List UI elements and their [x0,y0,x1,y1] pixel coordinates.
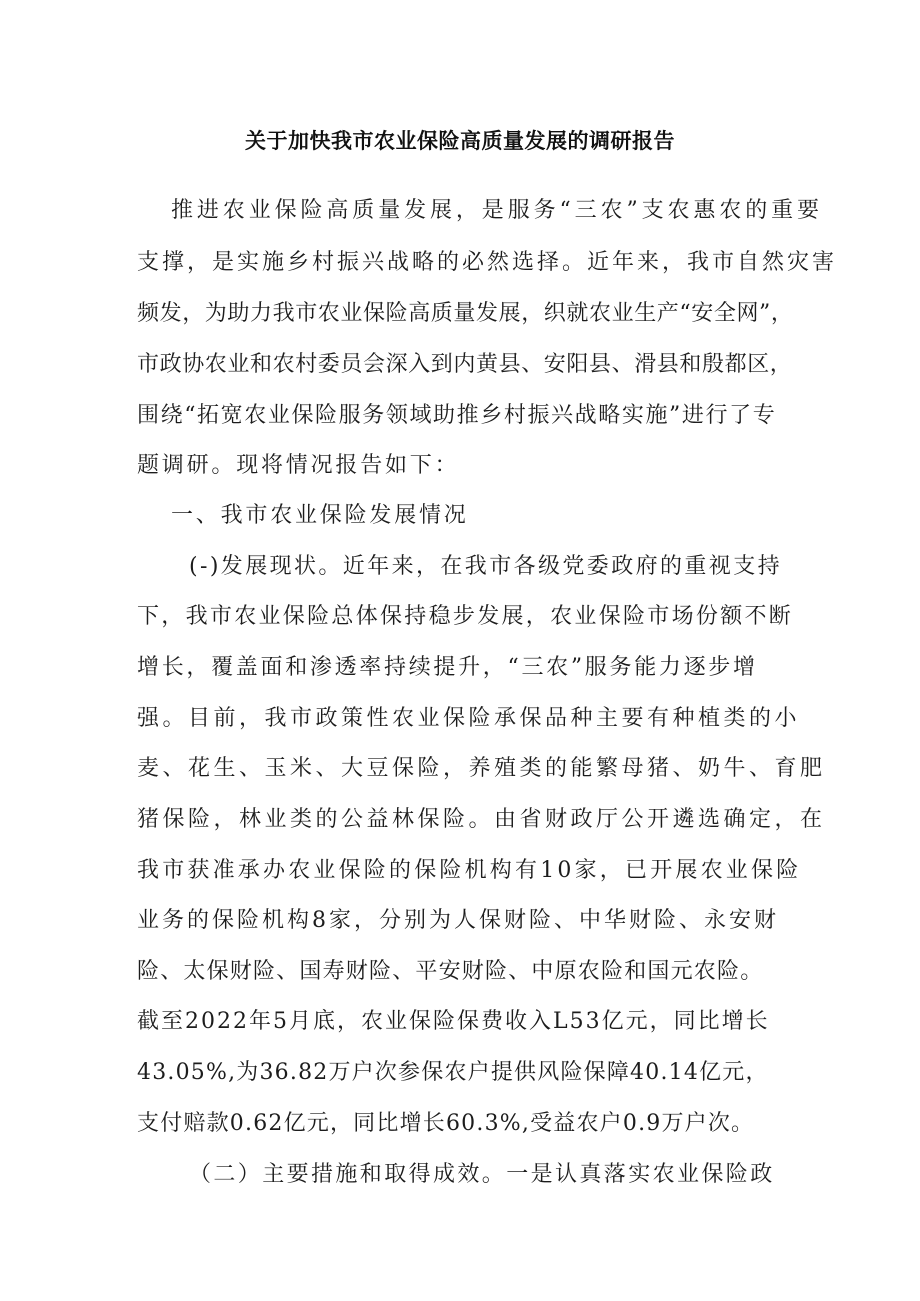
paragraph-line: 频发，为助力我市农业保险高质量发展，织就农业生产“安全网”， [137,301,794,326]
paragraph-line: 市政协农业和农村委员会深入到内黄县、安阳县、滑县和殷都区， [137,352,793,377]
paragraph-line: 截至2022年5月底，农业保险保费收入L53亿元，同比增长 [137,1009,770,1034]
paragraph-line: 围绕“拓宽农业保险服务领域助推乡村振兴战略实施”进行了专 [137,403,777,428]
paragraph-line: (-)发展现状。近年来，在我市各级党委政府的重视支持 [189,554,783,579]
paragraph-line: （二）主要措施和取得成效。一是认真落实农业保险政 [189,1162,775,1187]
paragraph-line: 支付赔款0.62亿元，同比增长60.3%,受益农户0.9万户次。 [137,1111,755,1136]
paragraph-line: 43.05%,为36.82万户次参保农户提供风险保障40.14亿元， [137,1060,769,1085]
document-title: 关于加快我市农业保险高质量发展的调研报告 [245,129,675,153]
paragraph-line: 支撑，是实施乡村振兴战略的必然选择。近年来，我市自然灾害 [137,250,838,275]
paragraph-line: 强。目前，我市政策性农业保险承保品种主要有种植类的小 [137,706,801,731]
paragraph-line: 我市获准承办农业保险的保险机构有10家，已开展农业保险 [137,858,802,883]
section-heading: 一、我市农业保险发展情况 [171,503,469,528]
paragraph-line: 险、太保财险、国寿财险、平安财险、中原农险和国元农险。 [137,959,764,984]
paragraph-line: 增长，覆盖面和渗透率持续提升，“三农”服务能力逐步增 [137,655,758,680]
paragraph-line: 业务的保险机构8家，分别为人保财险、中华财险、永安财 [137,908,779,933]
paragraph-line: 题调研。现将情况报告如下： [137,453,460,478]
paragraph-line: 麦、花生、玉米、大豆保险，养殖类的能繁母猪、奶牛、育肥 [137,756,826,781]
paragraph-line: 推进农业保险高质量发展，是服务“三农”支农惠农的重要 [171,198,823,223]
paragraph-line: 下，我市农业保险总体保持稳步发展，农业保险市场份额不断 [137,604,794,629]
paragraph-line: 猪保险，林业类的公益林保险。由省财政厅公开遴选确定，在 [137,807,826,832]
